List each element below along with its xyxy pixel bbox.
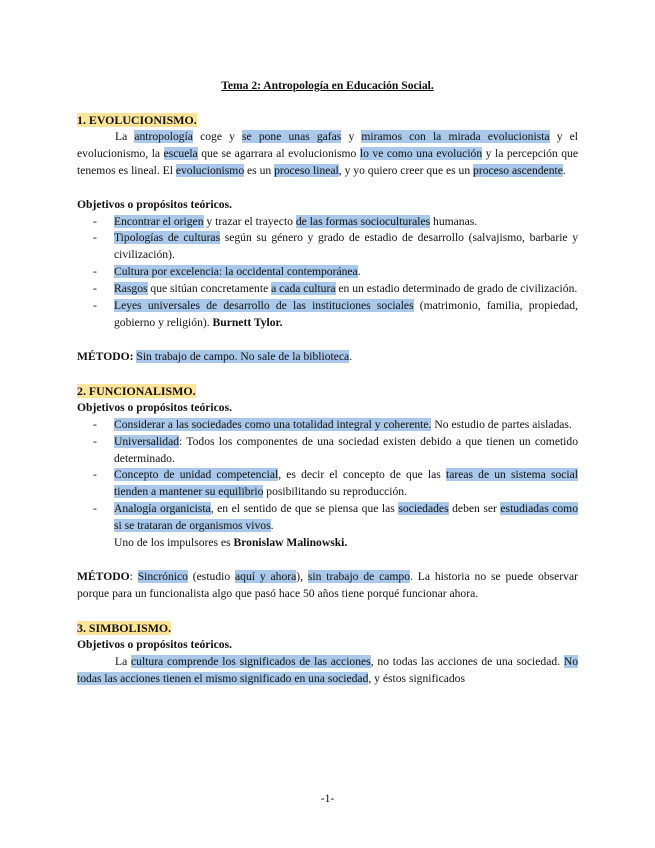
intro-paragraph: La antropología coge y se pone unas gafas y miramos con la mirada evolucionista y el evolucionismo, la escuela que se agarrara al evolucionismo lo ve como una evolución y la percepción que tenemos es lineal. El evolucionismo es un proceso lineal, y yo quiero creer que es un proceso ascendente.	[77, 129, 579, 177]
body-paragraph: La cultura comprende los significados de las acciones, no todas las acciones de una sociedad. No todas las acciones tienen el mismo significado en una sociedad, y éstos significados	[77, 654, 578, 685]
author-name: Burnett Tylor.	[212, 315, 283, 329]
method-paragraph: MÉTODO: Sincrónico (estudio aquí y ahora), sin trabajo de campo. La historia no se puede observar porque para un funcionalista algo que pasó hace 50 años tiene porqué funcionar ahora.	[77, 569, 578, 600]
highlight: proceso lineal	[274, 163, 339, 177]
objectives-label: Objetivos o propósitos teóricos.	[77, 400, 233, 414]
section-heading	[77, 620, 578, 637]
highlight: escuela	[163, 146, 198, 160]
objectives-label: Objetivos o propósitos teóricos.	[77, 197, 233, 211]
heading-highlight: 1. EVOLUCIONISMO.	[77, 112, 197, 127]
highlight: lo ve como una evolución	[359, 146, 483, 160]
list-item: - Cultura por excelencia: la occidental contemporánea.	[77, 264, 578, 281]
objectives-list	[77, 214, 578, 332]
list-item: - Analogía organicista, en el sentido de que se piensa que las sociedades deben ser estudiadas como si se trataran de organismos vivos.	[77, 501, 578, 535]
page-number: -1-	[320, 792, 335, 805]
highlight: miramos con la mirada evolucionista	[361, 129, 550, 143]
highlight: antropología	[134, 129, 193, 143]
list-item: - Encontrar el origen y trazar el trayecto de las formas socioculturales humanas.	[77, 214, 578, 231]
list-item: - Tipologías de culturas según su género y grado de estadio de desarrollo (salvajismo, barbarie y civilización).	[77, 230, 578, 264]
section-simbolismo	[77, 620, 578, 688]
impulsor-line: Uno de los impulsores es Bronislaw Malinowski.	[114, 536, 348, 550]
highlight: proceso ascendente	[473, 163, 563, 177]
page-content	[77, 78, 578, 687]
author-name: Bronislaw Malinowski.	[233, 536, 348, 550]
list-item: - Leyes universales de desarrollo de las instituciones sociales (matrimonio, familia, propiedad, gobierno y religión). Burnett Tylor.	[77, 298, 578, 332]
objectives-list	[77, 417, 578, 535]
highlight: evolucionismo	[175, 163, 245, 177]
page-title: Tema 2: Antropología en Educación Social.	[221, 79, 434, 92]
method-label: MÉTODO	[77, 569, 130, 583]
heading-highlight: 2. FUNCIONALISMO.	[77, 383, 196, 398]
list-item: - Concepto de unidad competencial, es decir el concepto de que las tareas de un sistema social tienden a mantener su equilibrio posibilitando su reproducción.	[77, 467, 578, 501]
section-evolucionismo	[77, 112, 578, 366]
section-heading	[77, 112, 578, 129]
highlight: se pone unas gafas	[242, 129, 342, 143]
method-label: MÉTODO:	[77, 349, 134, 363]
list-item: - Considerar a las sociedades como una totalidad integral y coherente. No estudio de partes aisladas.	[77, 417, 578, 434]
list-item: - Universalidad: Todos los componentes de una sociedad existen debido a que tienen un cometido determinado.	[77, 434, 578, 468]
objectives-label: Objetivos o propósitos teóricos.	[77, 637, 233, 651]
heading-highlight: 3. SIMBOLISMO.	[77, 620, 172, 635]
list-item: - Rasgos que sitúan concretamente a cada cultura en un estadio determinado de grado de civilización.	[77, 281, 578, 298]
section-heading	[77, 383, 578, 400]
method-line: MÉTODO: Sin trabajo de campo. No sale de la biblioteca.	[77, 349, 353, 363]
section-funcionalismo	[77, 383, 578, 603]
